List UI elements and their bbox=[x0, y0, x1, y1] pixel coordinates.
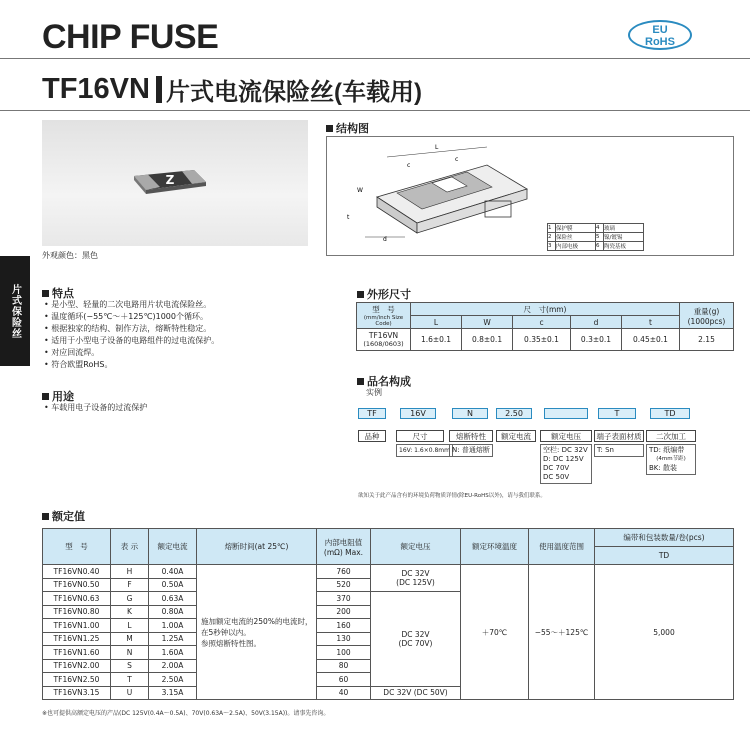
col-header: t bbox=[622, 316, 680, 329]
col-header: 编带和包装数量/卷(pcs) bbox=[595, 529, 734, 547]
pn-label: 熔断特性 bbox=[449, 430, 493, 442]
ratings-heading: 额定值 bbox=[42, 508, 85, 524]
pn-box-process: TD bbox=[650, 408, 690, 419]
structure-heading: 结构图 bbox=[326, 120, 369, 136]
range-cell: −55〜＋125℃ bbox=[529, 565, 595, 700]
voltage-cell: DC 32V (DC 70V) bbox=[371, 592, 461, 687]
pn-desc-process: TD: 纸编带 (4mm节距) BK: 散装 bbox=[646, 444, 696, 475]
section-marker bbox=[42, 513, 49, 520]
pn-box-fuse: N bbox=[452, 408, 488, 419]
section-marker bbox=[357, 291, 364, 298]
table-row: TF16VN2.50 T 2.50A 60 bbox=[43, 673, 734, 687]
table-row: 2 保险丝 5 镍/镀锡 bbox=[548, 233, 644, 242]
table-row: TF16VN1.60 N 1.60A 100 bbox=[43, 646, 734, 660]
pn-box-current: 2.50 bbox=[496, 408, 532, 419]
col-header: L bbox=[411, 316, 462, 329]
table-row: TF16VN3.15 U 3.15A 40 DC 32V (DC 50V) bbox=[43, 686, 734, 700]
col-header: c bbox=[513, 316, 571, 329]
table-row: 1 保护膜 4 玻璃 bbox=[548, 224, 644, 233]
title-bar bbox=[156, 76, 162, 103]
divider bbox=[0, 110, 750, 111]
list-item: • 是小型、轻量的二次电路用片状电流保险丝。 bbox=[44, 300, 212, 309]
col-header: 尺 寸(mm) bbox=[411, 303, 680, 316]
pn-desc-voltage: 空栏: DC 32V D: DC 125V DC 70V DC 50V bbox=[540, 444, 592, 484]
side-tab: 片式保险丝 bbox=[0, 256, 30, 366]
table-row: TF16VN0.80 K 0.80A 200 bbox=[43, 605, 734, 619]
table-row: TF16VN2.00 S 2.00A 80 bbox=[43, 659, 734, 673]
section-marker bbox=[357, 378, 364, 385]
features-list bbox=[44, 299, 314, 371]
list-item: • 符合欧盟RoHS。 bbox=[44, 360, 113, 369]
voltage-cell: DC 32V (DC 50V) bbox=[371, 686, 461, 700]
pn-label: 尺寸 bbox=[396, 430, 444, 442]
col-header: 内部电阻值(mΩ) Max. bbox=[317, 529, 371, 565]
pn-label: 额定电流 bbox=[496, 430, 536, 442]
ratings-table bbox=[42, 528, 734, 700]
col-header: 额定电流 bbox=[149, 529, 197, 565]
dimensions-table bbox=[356, 302, 734, 351]
table-row: TF16VN1.25 M 1.25A 130 bbox=[43, 632, 734, 646]
voltage-cell: DC 32V (DC 125V) bbox=[371, 565, 461, 592]
uses-list bbox=[44, 402, 147, 414]
list-item: • 对应回流焊。 bbox=[44, 348, 100, 357]
col-header: TD bbox=[595, 547, 734, 565]
table-row: 3 内部电极 6 陶瓷基板 bbox=[548, 242, 644, 251]
ambient-cell: ＋70℃ bbox=[461, 565, 529, 700]
table-row: TF16VN (1608/0603) 1.6±0.1 0.8±0.1 0.35±0.1 0.3±0.1 0.45±0.1 2.15 bbox=[357, 329, 734, 351]
dimensions-heading: 外形尺寸 bbox=[357, 286, 411, 302]
col-header: 额定电压 bbox=[371, 529, 461, 565]
pn-label: 二次加工 bbox=[646, 430, 696, 442]
eu-rohs-badge: EU RoHS bbox=[628, 20, 692, 50]
list-item: • 车载用电子设备的过流保护 bbox=[44, 403, 148, 412]
table-row: TF16VN0.63 G 0.63A 370 DC 32V (DC 70V) bbox=[43, 592, 734, 606]
dim-label: W bbox=[357, 187, 363, 194]
pn-box-voltage bbox=[544, 408, 588, 419]
pn-label: 端子表面材质 bbox=[594, 430, 644, 442]
uses-heading: 用途 bbox=[42, 388, 74, 404]
col-header: 重量(g) (1000pcs) bbox=[680, 303, 734, 329]
col-header: 熔断时间(at 25℃) bbox=[197, 529, 317, 565]
col-header: 额定环境温度 bbox=[461, 529, 529, 565]
model-name: TF16VN bbox=[42, 73, 150, 105]
col-header: 表 示 bbox=[111, 529, 149, 565]
structure-drawing bbox=[327, 137, 733, 255]
product-title bbox=[42, 72, 422, 107]
dim-label: c bbox=[455, 156, 459, 163]
section-marker bbox=[42, 393, 49, 400]
photo-caption: 外观颜色：黑色 bbox=[42, 251, 98, 260]
table-row: TF16VN0.40 H 0.40A 施加额定电流的250%的电流时， 在5秒钟以内。 参照熔断特性图。 760 DC 32V (DC 125V) ＋70℃ −55〜＋125℃ 5,000 bbox=[43, 565, 734, 579]
section-marker bbox=[326, 125, 333, 132]
dim-label: t bbox=[347, 214, 350, 221]
structure-diagram bbox=[326, 136, 734, 256]
table-row: TF16VN0.50 F 0.50A 520 bbox=[43, 578, 734, 592]
table-row: TF16VN1.00 L 1.00A 160 bbox=[43, 619, 734, 633]
section-marker bbox=[42, 290, 49, 297]
pn-desc-terminal: T: Sn bbox=[594, 444, 644, 457]
col-header: 型 号 (mm/inch Size Code) bbox=[357, 303, 411, 329]
features-heading: 特点 bbox=[42, 285, 74, 301]
pn-desc-size: 16V: 1.6×0.8mm bbox=[396, 444, 453, 457]
pn-label: 品种 bbox=[358, 430, 386, 442]
example-label: 实例 bbox=[366, 388, 382, 397]
chip-mark: Z bbox=[165, 173, 175, 187]
pn-label: 额定电压 bbox=[540, 430, 592, 442]
fuse-time-cell: 施加额定电流的250%的电流时， 在5秒钟以内。 参照熔断特性图。 bbox=[197, 565, 317, 700]
pn-box-terminal: T bbox=[598, 408, 636, 419]
divider bbox=[0, 58, 750, 59]
dim-label: d bbox=[383, 236, 387, 243]
col-header: 型 号 bbox=[43, 529, 111, 565]
col-header: 使用温度范围 bbox=[529, 529, 595, 565]
col-header: d bbox=[570, 316, 621, 329]
list-item: • 适用于小型电子设备的电路组件的过电流保护。 bbox=[44, 336, 220, 345]
part-note: 欲知关于此产品含有的环境负荷物质详情(除EU-RoHS以外)，请与我们联系。 bbox=[358, 493, 546, 499]
pn-box-type: TF bbox=[358, 408, 386, 419]
pn-desc-fuse: N: 普通熔断 bbox=[449, 444, 493, 457]
product-name-cn: 片式电流保险丝(车载用) bbox=[165, 79, 422, 106]
page-title: CHIP FUSE bbox=[42, 18, 219, 56]
list-item: • 温度循环(−55℃〜＋125℃)1000个循环。 bbox=[44, 312, 208, 321]
chip-image bbox=[128, 168, 208, 194]
part-number-heading: 品名构成 bbox=[357, 373, 411, 389]
col-header: W bbox=[462, 316, 513, 329]
structure-legend bbox=[547, 223, 644, 251]
dim-label: c bbox=[407, 162, 411, 169]
pn-box-size: 16V bbox=[400, 408, 436, 419]
list-item: • 根据独家的结构、制作方法，熔断特性稳定。 bbox=[44, 324, 212, 333]
footnote: ※也可提供高额定电压的产品(DC 125V(0.4A〜0.5A)、70V(0.63A〜2.5A)、50V(3.15A))。请事先咨询。 bbox=[42, 710, 330, 717]
qty-cell: 5,000 bbox=[595, 565, 734, 700]
dim-label: L bbox=[435, 144, 439, 151]
